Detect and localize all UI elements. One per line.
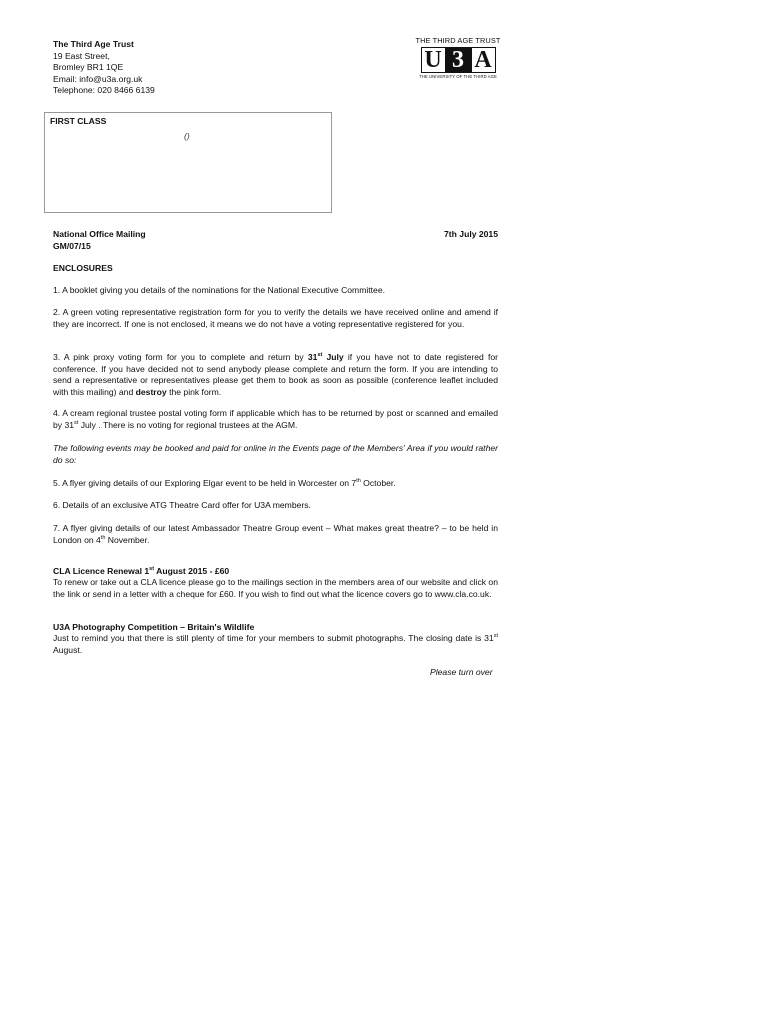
sender-address (53, 39, 273, 97)
online-booking-note: The following events may be booked and paid for online in the Events page of the Members' Area if you would rather do so: (53, 443, 498, 465)
logo-letter-a: A (471, 47, 496, 73)
item3-bold-month: July (322, 352, 344, 362)
sender-email: Email: info@u3a.org.uk (53, 73, 143, 84)
item7-text-b: November. (105, 534, 150, 545)
u3a-logo (413, 36, 503, 86)
enclosure-item-1: 1. A booklet giving you details of the nominations for the National Executive Committee. (53, 285, 386, 295)
sender-name: The Third Age Trust (53, 39, 134, 49)
logo-bottom-text: THE UNIVERSITY OF THE THIRD AGE (419, 74, 497, 79)
enclosure-item-4 (53, 408, 498, 431)
item3-text-b: if you have not to date registered for conference. If you have decided not to send anybody please complete and return the form. If you are intending to send a representative or representatives please get them to book as soon as possible (conference leaflet included with this mailing) and (53, 352, 498, 397)
photo-competition-body (53, 633, 498, 656)
item3-bold-day: 31 (307, 352, 318, 362)
mailing-reference (53, 229, 498, 252)
item5-sup: th (356, 478, 361, 484)
item4-sup: st (74, 419, 79, 426)
item3-sup: st (317, 352, 323, 358)
mailing-date: 7th July 2015 (444, 229, 498, 239)
logo-top-text: THE THIRD AGE TRUST (415, 36, 501, 45)
cla-heading (53, 566, 498, 578)
please-turn-over: Please turn over (430, 667, 493, 677)
cla-heading-b: August 2015 - £60 (154, 566, 230, 576)
cla-heading-sup: st (149, 566, 155, 572)
photo-competition-heading: U3A Photography Competition – Britain's Wildlife (53, 622, 255, 632)
sender-town: Bromley BR1 1QE (53, 62, 124, 73)
item4-text-b: July . There is no voting for regional trustees at the AGM. (78, 419, 298, 430)
mailing-title: National Office Mailing (53, 229, 146, 239)
enclosures-heading: ENCLOSURES (53, 263, 113, 273)
enclosure-item-2: 2. A green voting representative registration form for you to verify the details we have received online and amend if they are incorrect. If one is not enclosed, it means we do not have a voting representative registered for you. (53, 307, 498, 329)
item5-text-a: 5. A flyer giving details of our Exploring Elgar event to be held in Worcester on 7 (53, 478, 357, 488)
logo-letter-u: U (421, 47, 446, 73)
item4-text-a: 4. A cream regional trustee postal voting form if applicable which has to be returned by post or scanned and emailed by 31 (53, 408, 498, 430)
postage-mark: () (184, 131, 190, 141)
sender-street: 19 East Street, (53, 50, 110, 61)
logo-letters (413, 47, 503, 73)
photo-body-b: August. (53, 644, 83, 655)
postage-label: FIRST CLASS (50, 116, 107, 126)
item5-text-b: October. (360, 478, 396, 488)
item3-text-c: the pink form. (166, 386, 222, 397)
sender-telephone: Telephone: 020 8466 6139 (53, 85, 155, 96)
enclosure-item-3 (53, 352, 498, 398)
item3-text-a: 3. A pink proxy voting form for you to complete and return by (53, 352, 308, 362)
enclosure-item-6: 6. Details of an exclusive ATG Theatre Card offer for U3A members. (53, 500, 311, 510)
cla-body: To renew or take out a CLA licence please go to the mailings section in the members area of our website and click on the link or send in a letter with a cheque for £60. If you wish to find out what the licence covers go to www.cla.co.uk. (53, 577, 498, 599)
enclosure-item-5 (53, 478, 498, 490)
item7-text-a: 7. A flyer giving details of our latest Ambassador Theatre Group event – What makes great theatre? – to be held in London on 4 (53, 523, 498, 545)
photo-body-sup: st (493, 633, 498, 639)
item3-bold-destroy: destroy (135, 386, 167, 397)
mailing-ref-code: GM/07/15 (53, 240, 91, 251)
enclosure-item-7 (53, 523, 498, 546)
photo-body-a: Just to remind you that there is still plenty of time for your members to submit photographs. The closing date is 31 (53, 633, 494, 643)
logo-letter-3: 3 (446, 47, 471, 73)
cla-heading-a: CLA Licence Renewal 1 (53, 566, 150, 576)
item7-sup: th (100, 534, 106, 541)
